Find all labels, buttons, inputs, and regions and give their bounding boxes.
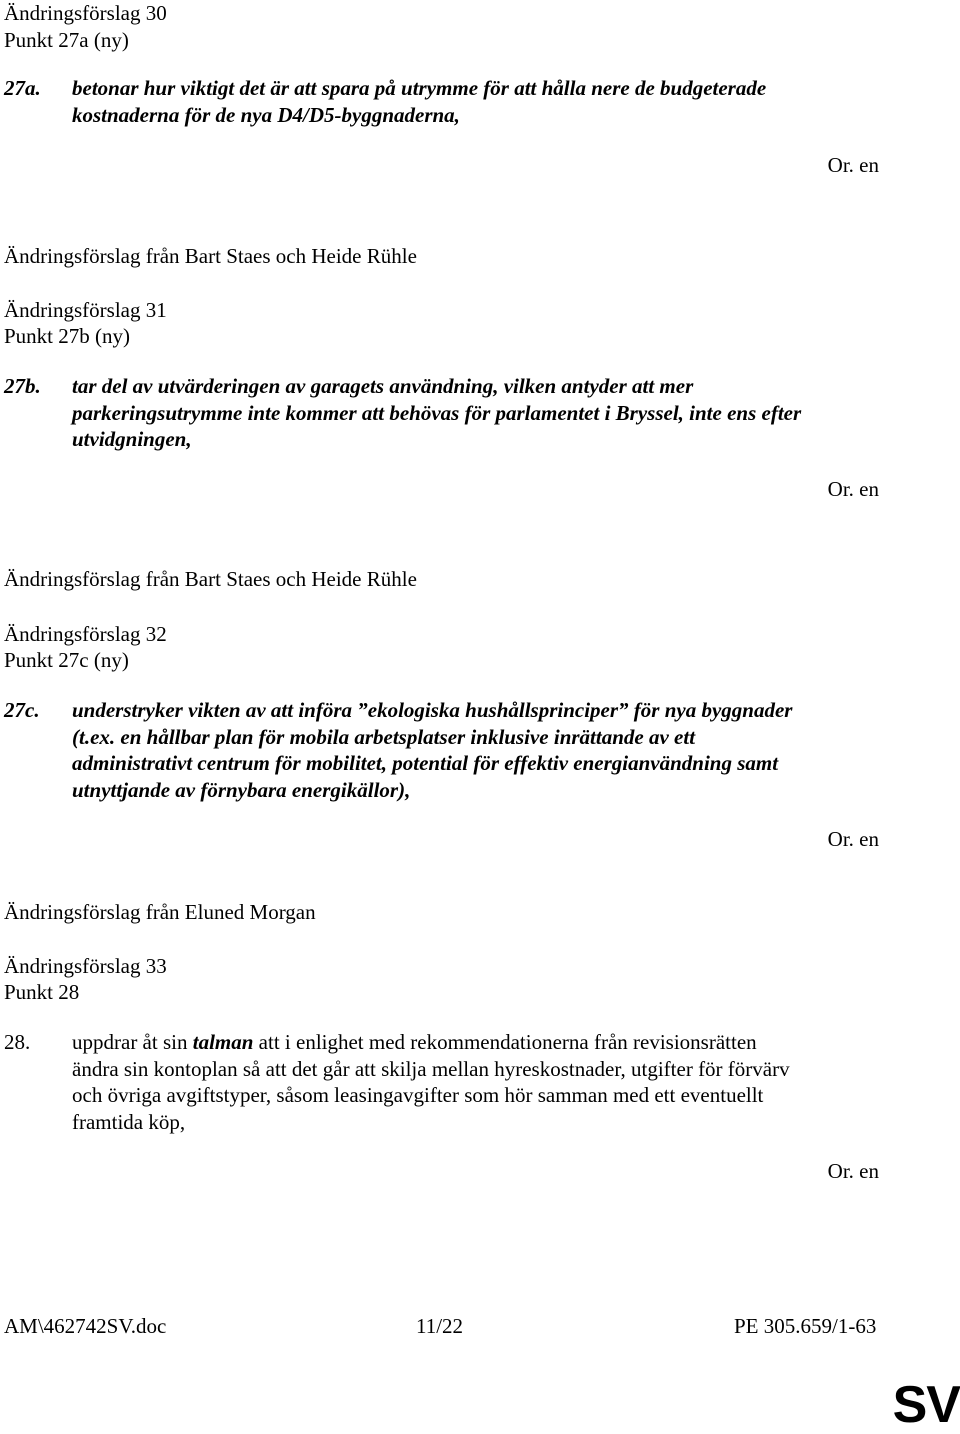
- footer-pe-ref: PE 305.659/1-63: [734, 1314, 877, 1338]
- text-line: utnyttjande av förnybara energikällor),: [72, 777, 411, 802]
- amendment-text: [72, 697, 932, 803]
- amendment-proposer: Ändringsförslag från Bart Staes och Heide Rühle: [4, 567, 417, 591]
- highlighted-word: talman: [192, 1030, 254, 1054]
- original-language: Or. en: [827, 477, 879, 501]
- text-line: understryker vikten av att införa ”ekologiska hushållsprinciper” för nya byggnader: [72, 698, 793, 722]
- original-language: Or. en: [827, 1159, 879, 1183]
- text-line: betonar hur viktigt det är att spara på utrymme för att hålla nere de budgeterade: [72, 76, 767, 100]
- text-line: och övriga avgiftstyper, såsom leasingavgifter som hör samman med ett eventuellt: [72, 1083, 764, 1107]
- amendment-proposer: Ändringsförslag från Eluned Morgan: [4, 900, 316, 924]
- amendment-heading: Ändringsförslag 30: [4, 1, 167, 25]
- original-language: Or. en: [827, 153, 879, 177]
- text-segment: uppdrar åt sin: [72, 1030, 193, 1054]
- text-line: ändra sin kontoplan så att det går att skilja mellan hyreskostnader, utgifter för förvärv: [72, 1056, 790, 1081]
- footer-page-number: 11/22: [416, 1314, 464, 1338]
- amendment-proposer: Ändringsförslag från Bart Staes och Heide Rühle: [4, 244, 417, 268]
- amendment-point: Punkt 27c (ny): [4, 648, 129, 672]
- text-line: framtida köp,: [72, 1109, 186, 1134]
- text-segment: att i enlighet med rekommendationerna från revisionsrätten: [253, 1030, 757, 1054]
- original-language: Or. en: [827, 827, 879, 851]
- text-line: utvidgningen,: [72, 427, 192, 451]
- text-line: tar del av utvärderingen av garagets användning, vilken antyder att mer: [72, 374, 694, 398]
- text-line: parkeringsutrymme inte kommer att behövas för parlamentet i Bryssel, inte ens efter: [72, 400, 802, 425]
- amendment-point: Punkt 27b (ny): [4, 324, 130, 348]
- paragraph-number: 28.: [4, 1030, 31, 1054]
- paragraph-number: 27b.: [4, 374, 41, 398]
- text-line: (t.ex. en hållbar plan för mobila arbetsplatser inklusive inrättande av ett: [72, 724, 696, 749]
- footer-doc-ref: AM\462742SV.doc: [4, 1314, 167, 1338]
- paragraph-number: 27c.: [4, 698, 40, 722]
- text-line: [72, 1029, 932, 1056]
- language-code: SV: [892, 1376, 960, 1434]
- text-line: administrativt centrum för mobilitet, potential för effektiv energianvändning samt: [72, 751, 779, 775]
- amendment-heading: Ändringsförslag 33: [4, 954, 167, 978]
- amendment-text: [72, 373, 932, 453]
- amendment-text: [72, 1029, 932, 1135]
- amendment-heading: Ändringsförslag 32: [4, 622, 167, 646]
- text-line: kostnaderna för de nya D4/D5-byggnaderna,: [72, 102, 460, 127]
- amendment-text: [72, 75, 932, 128]
- paragraph-number: 27a.: [4, 76, 41, 100]
- amendment-point: Punkt 27a (ny): [4, 28, 129, 52]
- amendment-point: Punkt 28: [4, 980, 80, 1004]
- amendment-heading: Ändringsförslag 31: [4, 298, 167, 322]
